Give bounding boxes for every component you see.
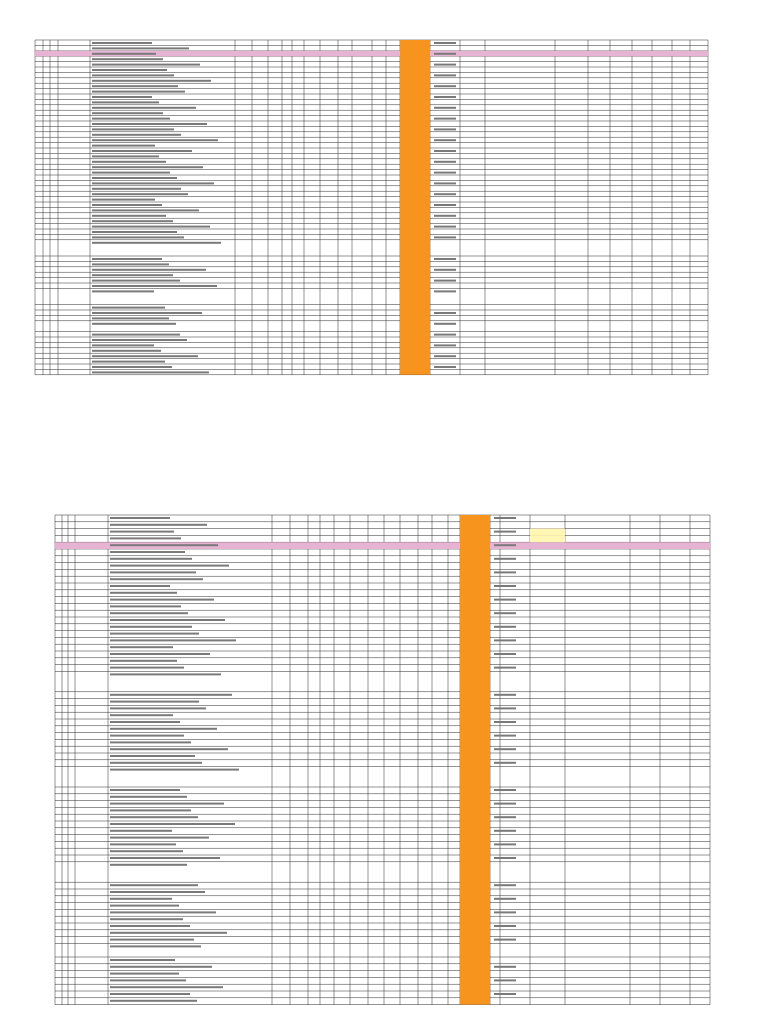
- illegible-text-bar: [494, 639, 516, 641]
- illegible-text-bar: [110, 973, 179, 975]
- illegible-text-bar: [494, 966, 516, 968]
- illegible-text-bar: [110, 565, 229, 567]
- illegible-text-bar: [110, 796, 187, 798]
- illegible-text-bar: [494, 816, 516, 818]
- illegible-text-bar: [92, 182, 214, 184]
- illegible-text-bar: [92, 280, 180, 282]
- illegible-text-bar: [92, 204, 162, 206]
- illegible-text-bar: [494, 857, 516, 859]
- illegible-text-bar: [110, 537, 181, 539]
- illegible-text-bar: [92, 69, 167, 71]
- illegible-text-bar: [110, 864, 187, 866]
- illegible-text-bar: [110, 823, 235, 825]
- grid-lines: [55, 515, 710, 1005]
- illegible-text-bar: [110, 605, 181, 607]
- budget-grid-top: [0, 0, 768, 390]
- illegible-text-bar: [110, 925, 190, 927]
- spreadsheet-page-top: [0, 0, 768, 390]
- illegible-text-bar: [110, 694, 232, 696]
- illegible-text-bar: [110, 626, 192, 628]
- illegible-text-bar: [434, 280, 456, 282]
- illegible-text-bar: [434, 204, 456, 206]
- illegible-text-bar: [110, 803, 224, 805]
- illegible-text-bar: [110, 1000, 197, 1002]
- illegible-text-bar: [434, 107, 456, 109]
- illegible-text-bar: [92, 334, 180, 336]
- illegible-text-bar: [110, 986, 223, 988]
- illegible-text-bar: [110, 789, 180, 791]
- illegible-text-bar: [110, 979, 186, 981]
- illegible-text-bar: [92, 312, 202, 314]
- illegible-text-bar: [110, 898, 172, 900]
- illegible-text-bar: [92, 123, 207, 125]
- illegible-text-bar: [110, 667, 184, 669]
- illegible-text-bar: [494, 884, 516, 886]
- illegible-text-bar: [494, 748, 516, 750]
- illegible-text-bar: [92, 193, 188, 195]
- illegible-text-bar: [434, 344, 456, 346]
- illegible-text-bar: [434, 312, 456, 314]
- illegible-text-bar: [494, 517, 516, 519]
- illegible-text-bar: [434, 290, 456, 292]
- illegible-text-bar: [434, 150, 456, 152]
- illegible-text-bar: [92, 134, 181, 136]
- illegible-text-bar: [494, 721, 516, 723]
- illegible-text-bar: [92, 177, 177, 179]
- illegible-text-bar: [434, 366, 456, 368]
- illegible-text-bar: [110, 816, 198, 818]
- illegible-text-bar: [92, 128, 174, 130]
- illegible-text-bar: [494, 531, 516, 533]
- illegible-text-bar: [92, 139, 218, 141]
- illegible-text-bar: [494, 993, 516, 995]
- illegible-text-bar: [494, 544, 516, 546]
- illegible-text-bar: [92, 361, 165, 363]
- illegible-text-bar: [434, 161, 456, 163]
- illegible-text-bar: [434, 334, 456, 336]
- illegible-text-bar: [110, 932, 227, 934]
- illegible-text-bar: [92, 42, 152, 44]
- illegible-text-bar: [92, 101, 159, 103]
- illegible-text-bar: [494, 707, 516, 709]
- illegible-text-bar: [92, 58, 163, 60]
- illegible-text-bar: [110, 599, 214, 601]
- illegible-text-bar: [434, 64, 456, 66]
- illegible-text-bar: [92, 366, 172, 368]
- illegible-text-bar: [110, 721, 180, 723]
- illegible-text-bar: [92, 80, 211, 82]
- illegible-text-bar: [110, 673, 221, 675]
- illegible-text-bar: [92, 161, 166, 163]
- illegible-text-bar: [110, 748, 228, 750]
- illegible-text-bar: [110, 531, 174, 533]
- illegible-text-bar: [92, 355, 198, 357]
- orange-column-fill: [400, 40, 430, 375]
- illegible-text-bar: [494, 667, 516, 669]
- illegible-text-bar: [92, 307, 165, 309]
- illegible-text-bar: [92, 226, 210, 228]
- illegible-text-bar: [494, 558, 516, 560]
- illegible-text-bar: [110, 735, 184, 737]
- budget-grid-bottom: [0, 505, 768, 1024]
- illegible-text-bar: [434, 226, 456, 228]
- illegible-text-bar: [110, 809, 191, 811]
- illegible-text-bar: [494, 626, 516, 628]
- illegible-text-bar: [110, 707, 206, 709]
- illegible-text-bar: [110, 966, 212, 968]
- orange-column-fill: [460, 515, 490, 1005]
- illegible-text-bar: [494, 939, 516, 941]
- illegible-text-bar: [110, 653, 210, 655]
- illegible-text-bar: [110, 755, 195, 757]
- illegible-text-bar: [110, 524, 207, 526]
- illegible-text-bar: [92, 242, 221, 244]
- illegible-text-bar: [92, 209, 199, 211]
- illegible-text-bar: [92, 166, 203, 168]
- illegible-text-bar: [110, 544, 218, 546]
- illegible-text-bar: [110, 619, 225, 621]
- illegible-text-bar: [92, 91, 185, 93]
- illegible-text-bar: [434, 128, 456, 130]
- illegible-text-bar: [110, 769, 239, 771]
- illegible-text-bar: [110, 585, 170, 587]
- illegible-text-bar: [92, 258, 162, 260]
- illegible-text-bar: [494, 571, 516, 573]
- illegible-text-bar: [92, 269, 206, 271]
- illegible-text-bar: [110, 714, 173, 716]
- yellow-note-fill: [530, 535, 565, 542]
- illegible-text-bar: [434, 258, 456, 260]
- illegible-text-bar: [110, 633, 199, 635]
- illegible-text-bar: [92, 350, 161, 352]
- illegible-text-bar: [494, 843, 516, 845]
- illegible-text-bar: [92, 47, 189, 49]
- illegible-text-bar: [92, 150, 192, 152]
- illegible-text-bar: [110, 939, 194, 941]
- illegible-text-bar: [92, 96, 152, 98]
- illegible-text-bar: [110, 571, 196, 573]
- illegible-text-bar: [494, 789, 516, 791]
- illegible-text-bar: [434, 269, 456, 271]
- illegible-text-bar: [92, 155, 159, 157]
- illegible-text-bar: [110, 578, 203, 580]
- illegible-text-bar: [92, 199, 155, 201]
- illegible-text-bar: [110, 728, 217, 730]
- illegible-text-bar: [92, 112, 163, 114]
- illegible-text-bar: [92, 74, 174, 76]
- illegible-text-bar: [110, 701, 199, 703]
- illegible-text-bar: [110, 639, 236, 641]
- yellow-note-fill: [530, 529, 565, 536]
- illegible-text-bar: [494, 762, 516, 764]
- illegible-text-bar: [110, 993, 190, 995]
- illegible-text-bar: [494, 830, 516, 832]
- illegible-text-bar: [110, 592, 177, 594]
- illegible-text-bar: [110, 551, 185, 553]
- illegible-text-bar: [110, 558, 192, 560]
- illegible-text-bar: [92, 215, 166, 217]
- illegible-text-bar: [110, 830, 172, 832]
- illegible-text-bar: [434, 182, 456, 184]
- illegible-text-bar: [92, 317, 169, 319]
- illegible-text-bar: [434, 355, 456, 357]
- illegible-text-bar: [92, 285, 217, 287]
- illegible-text-bar: [494, 585, 516, 587]
- illegible-text-bar: [434, 236, 456, 238]
- illegible-text-bar: [494, 803, 516, 805]
- illegible-text-bar: [92, 53, 156, 55]
- illegible-text-bar: [92, 107, 196, 109]
- illegible-text-bar: [434, 42, 456, 44]
- illegible-text-bar: [92, 85, 178, 87]
- illegible-text-bar: [110, 517, 170, 519]
- illegible-text-bar: [92, 339, 187, 341]
- illegible-text-bar: [92, 344, 154, 346]
- illegible-text-bar: [494, 612, 516, 614]
- illegible-text-bar: [92, 371, 209, 373]
- illegible-text-bar: [494, 911, 516, 913]
- illegible-text-bar: [494, 979, 516, 981]
- illegible-text-bar: [434, 96, 456, 98]
- illegible-text-bar: [110, 741, 191, 743]
- illegible-text-bar: [110, 918, 183, 920]
- illegible-text-bar: [434, 118, 456, 120]
- illegible-text-bar: [434, 53, 456, 55]
- illegible-text-bar: [110, 891, 205, 893]
- illegible-text-bar: [110, 945, 201, 947]
- illegible-text-bar: [92, 64, 200, 66]
- illegible-text-bar: [110, 837, 209, 839]
- illegible-text-bar: [92, 323, 176, 325]
- illegible-text-bar: [92, 236, 184, 238]
- illegible-text-bar: [110, 646, 173, 648]
- illegible-text-bar: [494, 925, 516, 927]
- illegible-text-bar: [92, 263, 169, 265]
- illegible-text-bar: [434, 85, 456, 87]
- illegible-text-bar: [92, 274, 173, 276]
- illegible-text-bar: [92, 290, 154, 292]
- illegible-text-bar: [110, 660, 177, 662]
- illegible-text-bar: [92, 145, 155, 147]
- illegible-text-bar: [110, 884, 198, 886]
- illegible-text-bar: [110, 911, 216, 913]
- illegible-text-bar: [110, 612, 188, 614]
- illegible-text-bar: [110, 857, 220, 859]
- illegible-text-bar: [92, 172, 170, 174]
- illegible-text-bar: [494, 694, 516, 696]
- illegible-text-bar: [494, 599, 516, 601]
- illegible-text-bar: [92, 188, 181, 190]
- illegible-text-bar: [434, 323, 456, 325]
- illegible-text-bar: [92, 118, 170, 120]
- illegible-text-bar: [110, 959, 175, 961]
- illegible-text-bar: [434, 139, 456, 141]
- illegible-text-bar: [434, 74, 456, 76]
- illegible-text-bar: [494, 735, 516, 737]
- illegible-text-bar: [110, 843, 176, 845]
- spreadsheet-page-bottom: [0, 505, 768, 1024]
- illegible-text-bar: [110, 850, 183, 852]
- illegible-text-bar: [434, 215, 456, 217]
- illegible-text-bar: [494, 653, 516, 655]
- illegible-text-bar: [434, 193, 456, 195]
- illegible-text-bar: [92, 220, 173, 222]
- illegible-text-bar: [110, 762, 202, 764]
- illegible-text-bar: [434, 172, 456, 174]
- illegible-text-bar: [494, 898, 516, 900]
- illegible-text-bar: [92, 231, 177, 233]
- illegible-text-bar: [110, 905, 179, 907]
